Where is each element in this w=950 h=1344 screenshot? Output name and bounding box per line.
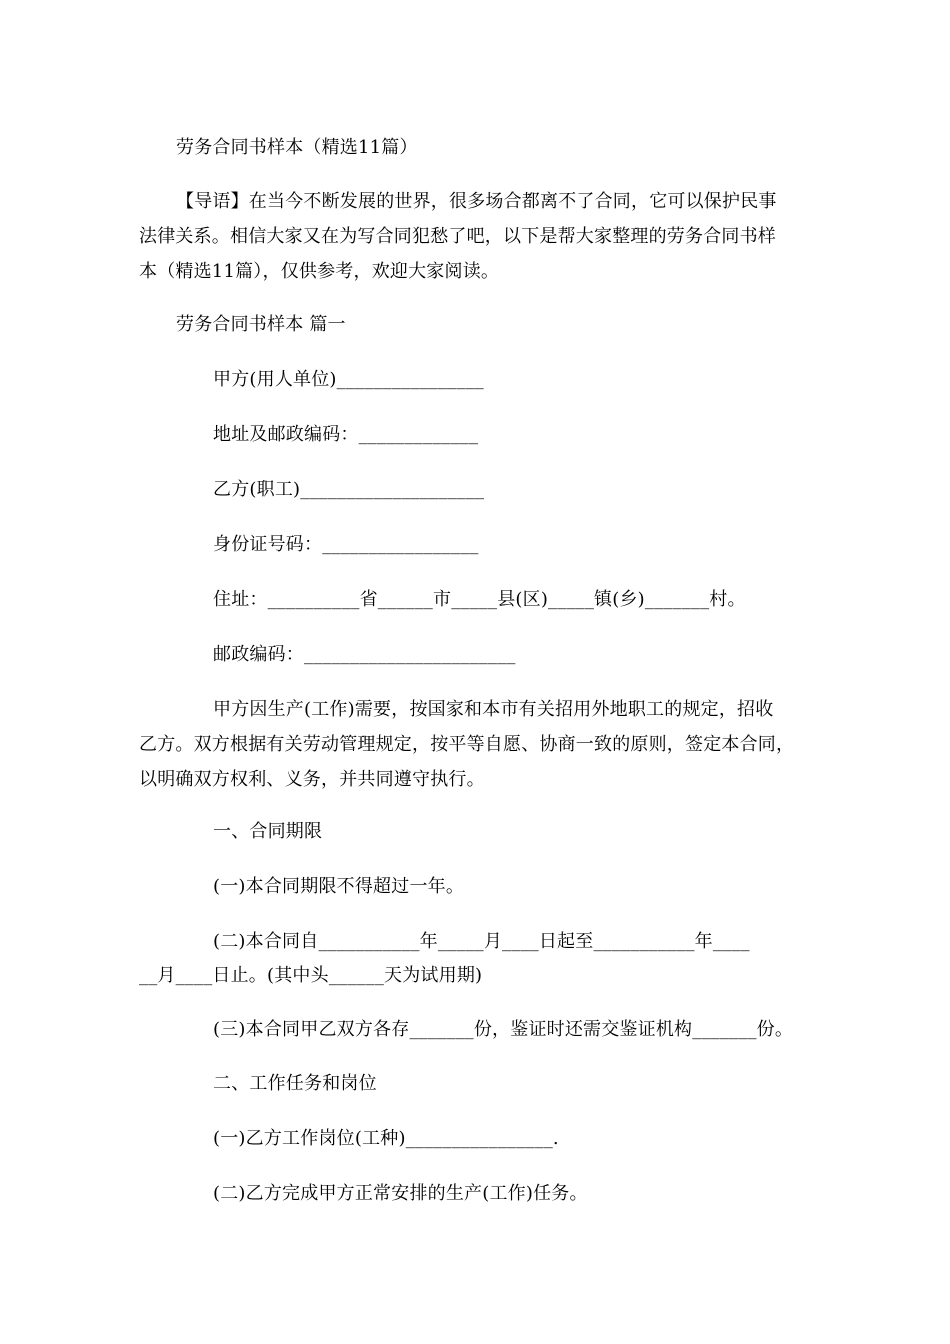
article2-heading: 二、工作任务和岗位 <box>213 1073 377 1094</box>
field-residence: 住址：__________省______市_____县(区)_____镇(乡)_______村。 <box>213 589 746 610</box>
article1-item-1: (一)本合同期限不得超过一年。 <box>213 876 465 897</box>
article1-item-2-line-2: __月____日止。(其中头______天为试用期) <box>139 965 483 986</box>
article1-item-2-line-1: (二)本合同自___________年_____月____日起至___________年____ <box>213 931 750 952</box>
purpose-line-1: 甲方因生产(工作)需要，按国家和本市有关招用外地职工的规定，招收 <box>213 699 774 720</box>
section-title: 劳务合同书样本 篇一 <box>176 314 346 335</box>
field-postcode: 邮政编码：_______________________ <box>213 644 516 665</box>
intro-line-2: 法律关系。相信大家又在为写合同犯愁了吧，以下是帮大家整理的劳务合同书样 <box>139 226 776 247</box>
field-party-b: 乙方(职工)____________________ <box>213 479 485 500</box>
intro-line-3: 本（精选11篇），仅供参考，欢迎大家阅读。 <box>139 261 500 282</box>
article2-item-1: (一)乙方工作岗位(工种)________________. <box>213 1128 559 1149</box>
field-address: 地址及邮政编码：_____________ <box>213 424 479 445</box>
purpose-line-3: 以明确双方权利、义务，并共同遵守执行。 <box>139 769 485 790</box>
article1-item-3: (三)本合同甲乙双方各存_______份，鉴证时还需交鉴证机构_______份。 <box>213 1019 794 1040</box>
field-id-number: 身份证号码：_________________ <box>213 534 479 555</box>
intro-line-1: 【导语】在当今不断发展的世界，很多场合都离不了合同，它可以保护民事 <box>176 191 777 212</box>
field-party-a: 甲方(用人单位)________________ <box>213 369 484 390</box>
purpose-line-2: 乙方。双方根据有关劳动管理规定，按平等自愿、协商一致的原则，签定本合同， <box>139 734 795 755</box>
article2-item-2: (二)乙方完成甲方正常安排的生产(工作)任务。 <box>213 1183 588 1204</box>
article1-heading: 一、合同期限 <box>213 821 323 842</box>
document-title: 劳务合同书样本（精选11篇） <box>176 137 418 158</box>
